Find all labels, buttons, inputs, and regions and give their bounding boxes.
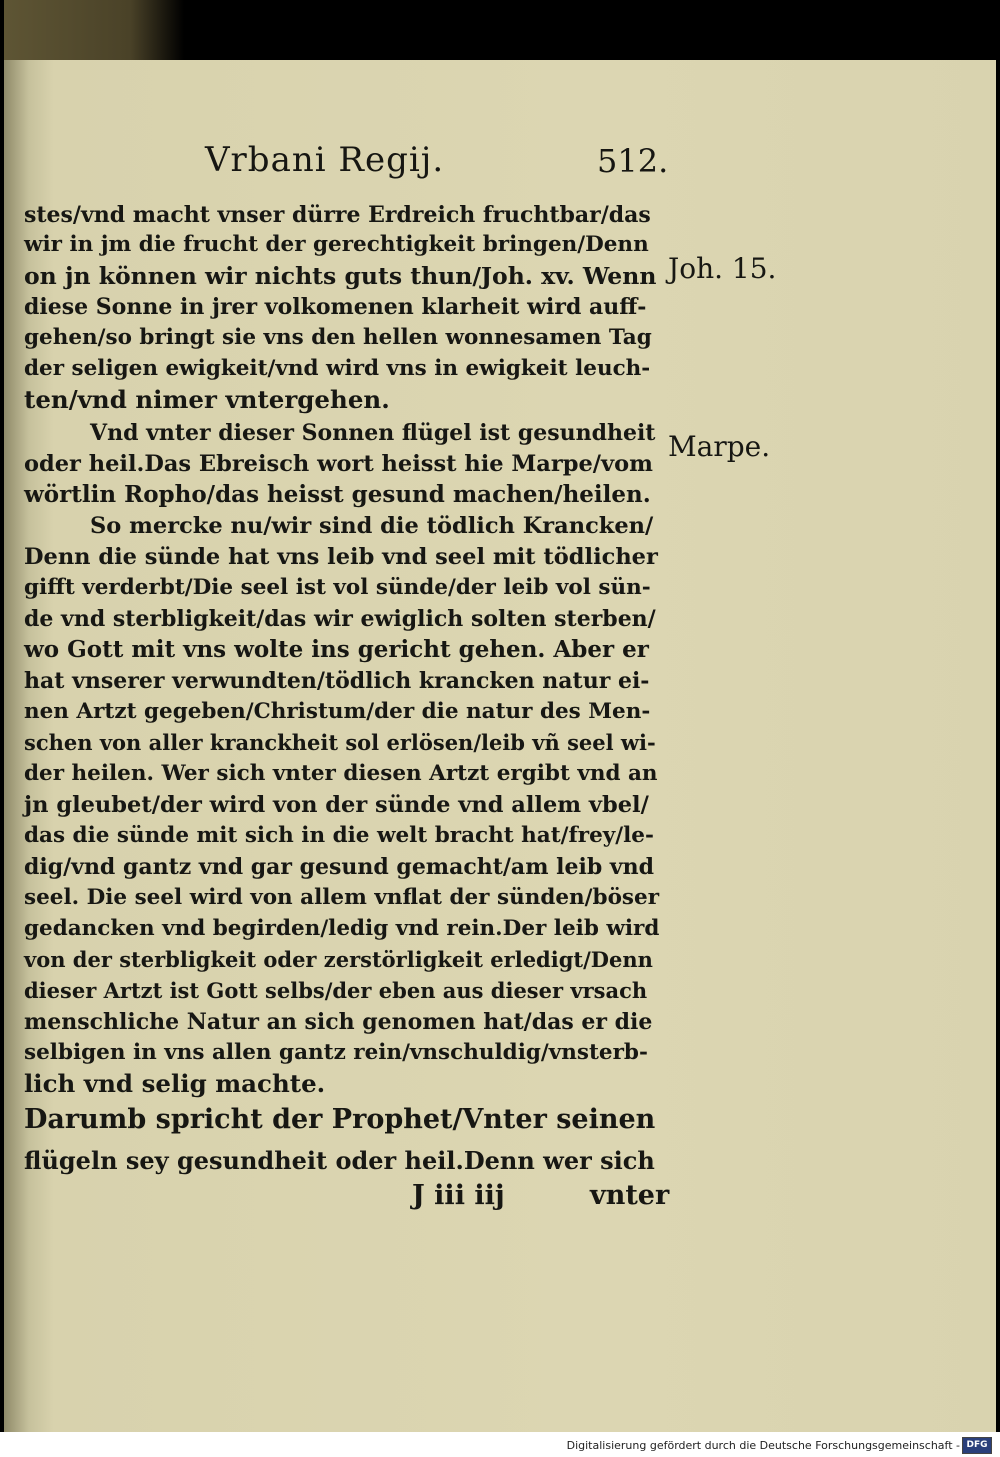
text-line: jn gleubet/der wird von der sünde vnd allem vbel/ <box>24 792 649 818</box>
text-line: wörtlin Ropho/das heisst gesund machen/heilen. <box>24 481 651 508</box>
text-line: schen von aller kranckheit sol erlösen/leib vñ seel wi- <box>24 730 656 755</box>
text-line: hat vnserer verwundten/tödlich krancken natur ei- <box>24 668 650 694</box>
text-line: ten/vnd nimer vntergehen. <box>24 385 390 414</box>
text-line: gifft verderbt/Die seel ist vol sünde/der leib vol sün- <box>24 575 651 600</box>
running-title: Vrbani Regij. <box>205 140 445 180</box>
text-line: gedancken vnd begirden/ledig vnd rein.Der leib wird <box>24 916 660 941</box>
text-line: von der sterbligkeit oder zerstörligkeit erledigt/Denn <box>24 947 653 972</box>
margin-note-marpe: Marpe. <box>668 430 771 463</box>
text-line: dieser Artzt ist Gott selbs/der eben aus dieser vrsach <box>24 978 648 1003</box>
closing-line-1: Darumb spricht der Prophet/Vnter seinen <box>24 1104 656 1135</box>
signature-mark: J iii iij <box>412 1180 505 1211</box>
text-line: der heilen. Wer sich vnter diesen Artzt ergibt vnd an <box>24 761 658 786</box>
margin-note-joh: Joh. 15. <box>668 252 777 285</box>
text-line: dig/vnd gantz vnd gar gesund gemacht/am leib vnd <box>24 854 655 880</box>
text-line: der seligen ewigkeit/vnd wird vns in ewigkeit leuch- <box>24 356 651 381</box>
text-line: on jn können wir nichts guts thun/Joh. xv. Wenn <box>24 262 657 290</box>
text-line: de vnd sterbligkeit/das wir ewiglich solten sterben/ <box>24 606 656 632</box>
text-line: selbigen in vns allen gantz rein/vnschuldig/vnsterb- <box>24 1040 648 1065</box>
page-edge-shadow <box>4 0 184 62</box>
dfg-logo: DFG <box>962 1437 992 1454</box>
text-line: stes/vnd macht vnser dürre Erdreich fruchtbar/das <box>24 202 651 228</box>
text-line: das die sünde mit sich in die welt bracht hat/frey/le- <box>24 823 654 848</box>
text-line: lich vnd selig machte. <box>24 1069 326 1098</box>
text-line: menschliche Natur an sich genomen hat/das er die <box>24 1009 653 1035</box>
text-line: gehen/so bringt sie vns den hellen wonnesamen Tag <box>24 325 652 350</box>
catchword: vnter <box>590 1180 670 1211</box>
text-line: So mercke nu/wir sind die tödlich Krancken/ <box>90 513 654 539</box>
text-line: diese Sonne in jrer volkomenen klarheit wird auff- <box>24 294 647 320</box>
text-line: wir in jm die frucht der gerechtigkeit bringen/Denn <box>24 232 649 257</box>
footer-credit: Digitalisierung gefördert durch die Deutsche Forschungsgemeinschaft - <box>566 1439 960 1452</box>
text-line: oder heil.Das Ebreisch wort heisst hie Marpe/vom <box>24 451 653 477</box>
text-line: wo Gott mit vns wolte ins gericht gehen. Aber er <box>24 636 649 663</box>
folio-number: 512. <box>597 142 669 180</box>
text-line: nen Artzt gegeben/Christum/der die natur des Men- <box>24 699 651 724</box>
text-line: seel. Die seel wird von allem vnflat der sünden/böser <box>24 885 660 910</box>
closing-line-2: flügeln sey gesundheit oder heil.Denn wer sich <box>24 1146 655 1175</box>
text-line: Denn die sünde hat vns leib vnd seel mit tödlicher <box>24 544 658 570</box>
text-line: Vnd vnter dieser Sonnen flügel ist gesundheit <box>90 420 656 446</box>
